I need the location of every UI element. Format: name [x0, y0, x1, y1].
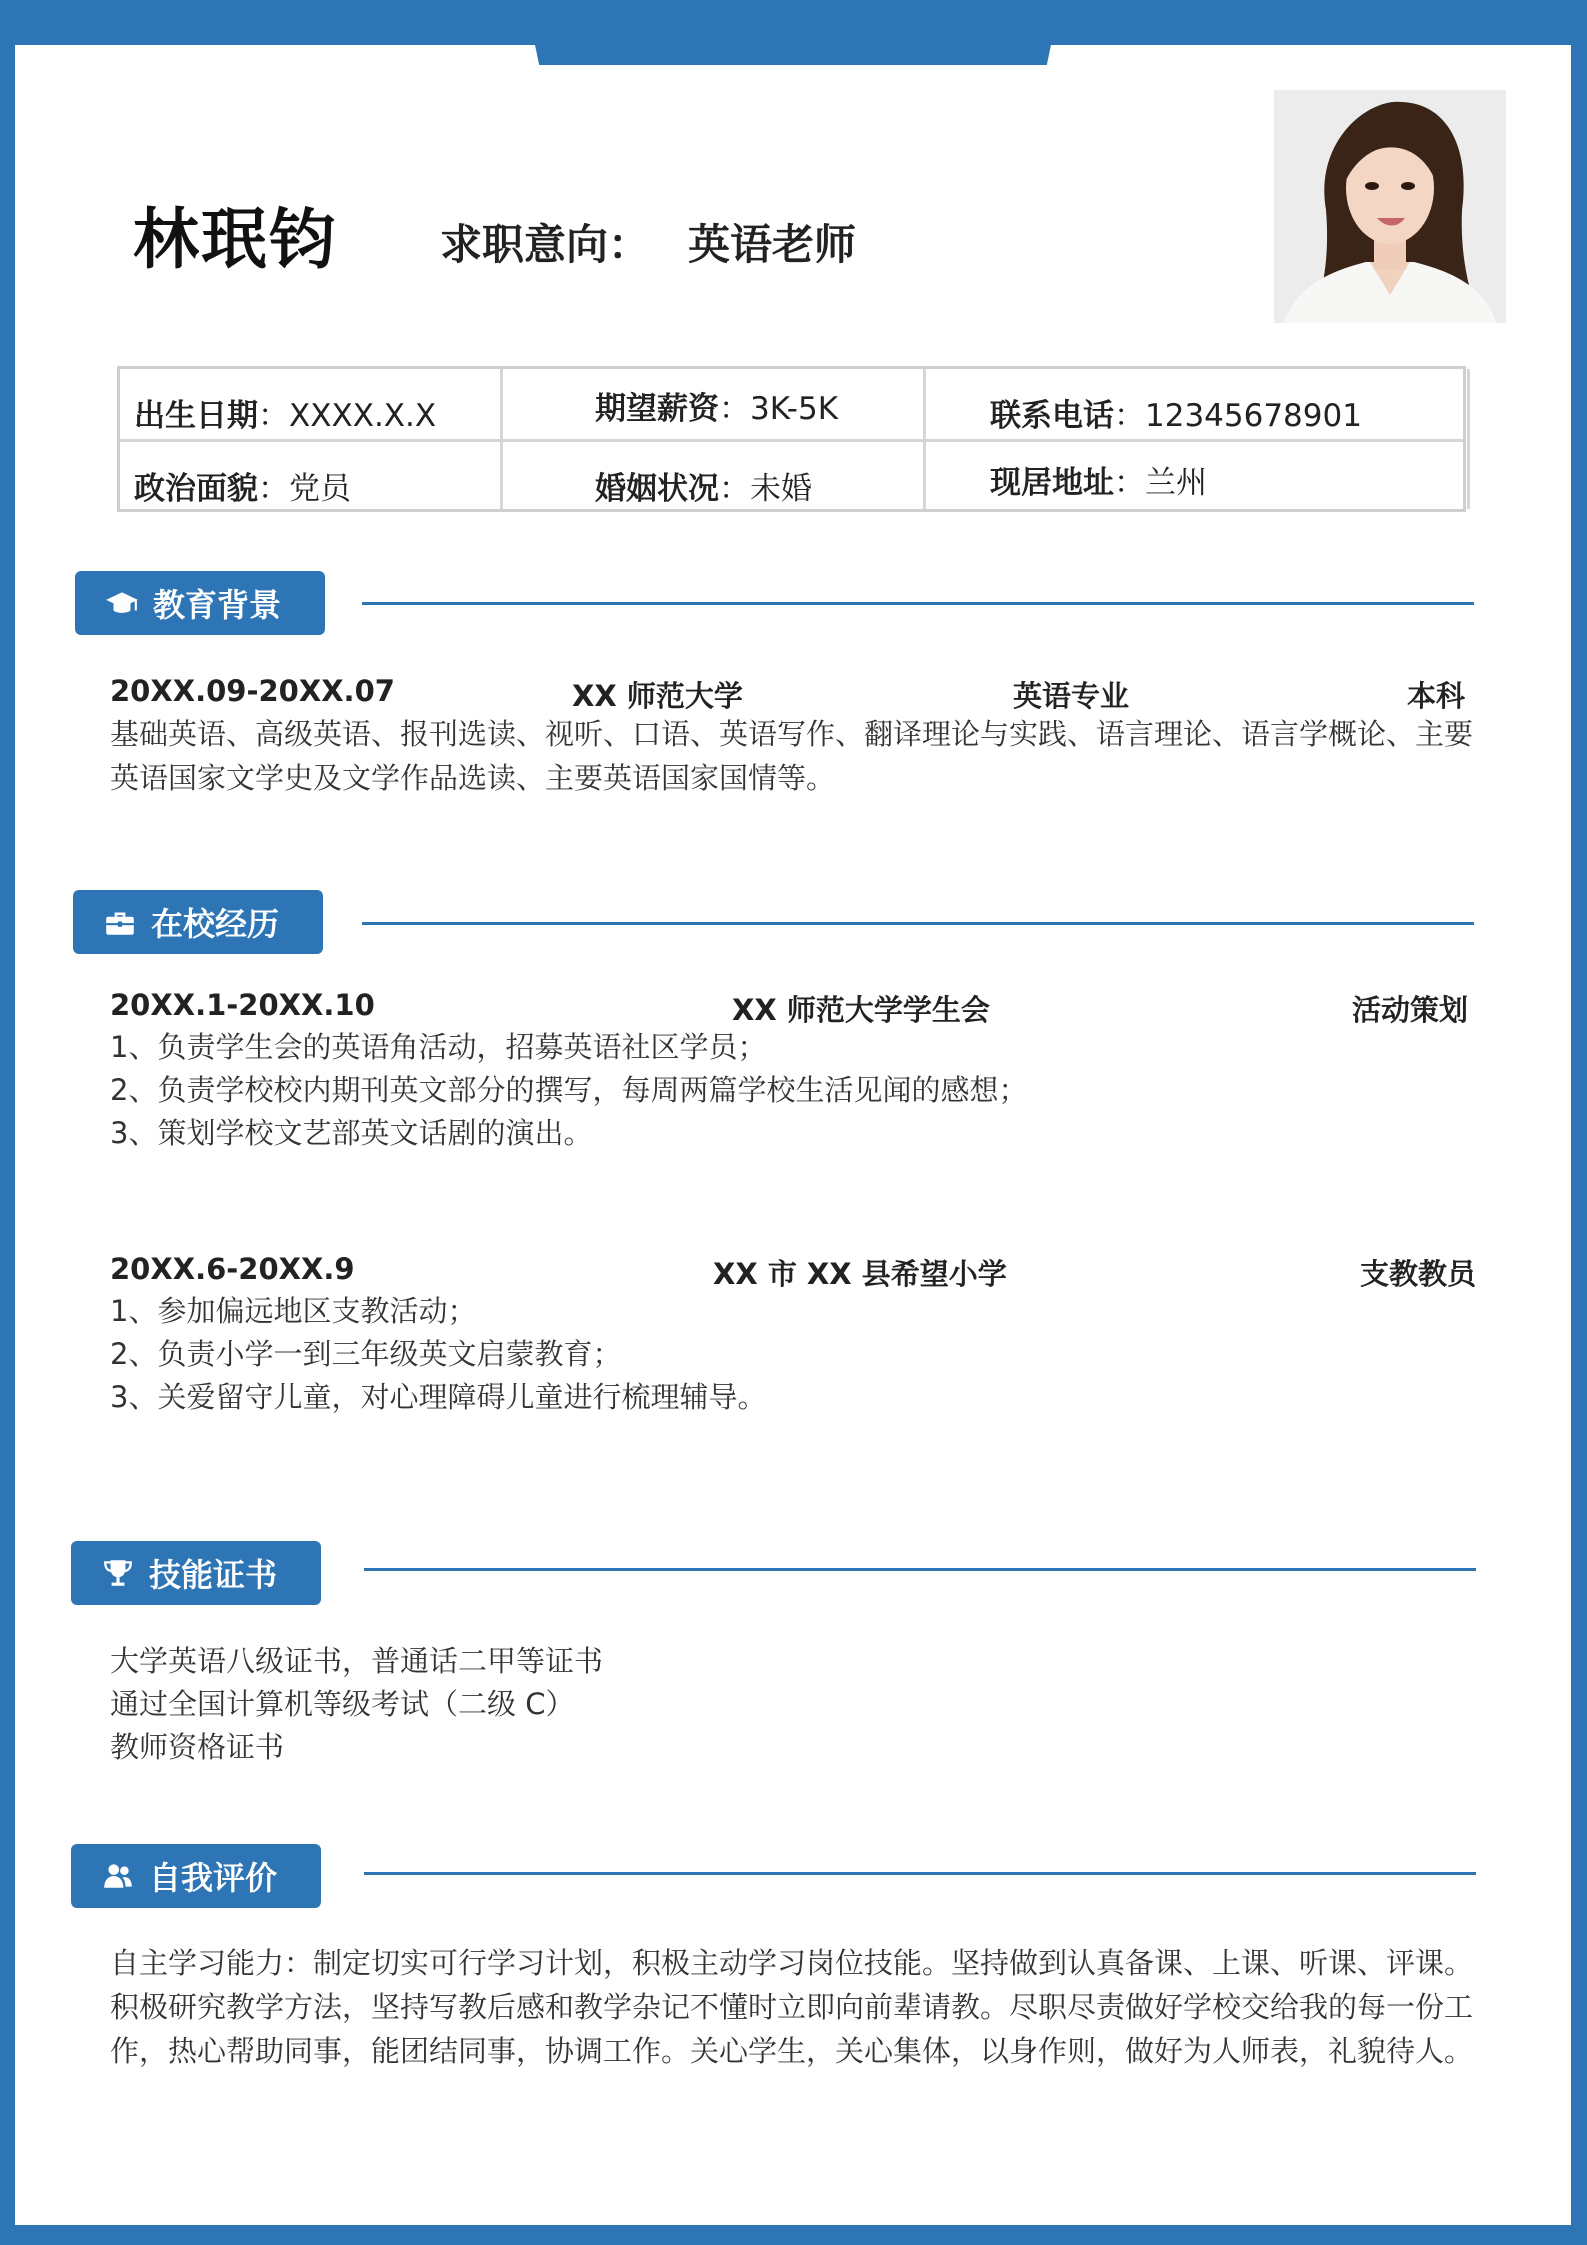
section-skills-title: 技能证书: [149, 1556, 278, 1594]
education-courses: 基础英语、高级英语、报刊选读、视听、口语、英语写作、翻译理论与实践、语言理论、语言学概论、主要英语国家文学史及文学作品选读、主要英语国家国情等。: [110, 717, 1474, 795]
section-skills-header: [71, 1541, 321, 1605]
info-salary-value: ：3K-5K: [719, 391, 839, 427]
experience-line: 3、策划学校文艺部英文话剧的演出。: [110, 1116, 593, 1150]
experience-line: 1、参加偏远地区支教活动；: [110, 1294, 477, 1328]
education-major: 英语专业: [1013, 679, 1130, 713]
portrait-illustration: [1274, 90, 1506, 323]
skill-line: 教师资格证书: [110, 1730, 285, 1764]
experience-line: 3、关爱留守儿童，对心理障碍儿童进行梳理辅导。: [110, 1380, 767, 1414]
graduation-cap-icon: [105, 586, 139, 620]
info-phone: [990, 390, 1362, 435]
experience-org: XX 师范大学学生会: [732, 993, 990, 1027]
table-row-divider: [120, 439, 1463, 442]
section-self-eval-title: 自我评价: [149, 1859, 278, 1897]
info-address-value: ：兰州: [1114, 465, 1207, 501]
section-self-eval-header: [71, 1844, 321, 1908]
trophy-icon: [101, 1556, 135, 1590]
info-birth: [134, 390, 436, 435]
users-icon: [101, 1859, 135, 1893]
section-education-title: 教育背景: [153, 586, 282, 624]
profile-photo: [1274, 90, 1506, 323]
info-politics: [134, 463, 351, 508]
experience-line: 2、负责小学一到三年级英文启蒙教育；: [110, 1337, 622, 1371]
info-address: [990, 457, 1207, 502]
right-border: [1571, 0, 1587, 2245]
experience-line: 1、负责学生会的英语角活动，招募英语社区学员；: [110, 1030, 767, 1064]
info-birth-label: 出生日期: [134, 398, 258, 434]
section-experience-rule: [362, 922, 1474, 925]
info-address-label: 现居地址: [990, 465, 1114, 501]
info-phone-value: ：12345678901: [1114, 398, 1362, 434]
experience-period: 20XX.1-20XX.10: [110, 988, 375, 1022]
job-intent: [440, 212, 856, 272]
section-education-rule: [362, 602, 1474, 605]
experience-org: XX 市 XX 县希望小学: [713, 1257, 1007, 1291]
job-intent-value: 英语老师: [688, 220, 857, 269]
education-degree: 本科: [1407, 679, 1466, 713]
basic-info-table: [117, 366, 1466, 512]
job-intent-label: 求职意向：: [440, 220, 651, 269]
info-salary: [595, 383, 838, 428]
section-self-eval-rule: [364, 1872, 1476, 1875]
info-marital-label: 婚姻状况: [595, 471, 719, 507]
top-border: [0, 0, 1587, 45]
info-marital: [595, 463, 812, 508]
section-experience-header: [73, 890, 323, 954]
briefcase-icon: [103, 905, 137, 939]
section-experience-title: 在校经历: [151, 905, 280, 943]
info-politics-label: 政治面貌: [134, 471, 258, 507]
table-col-divider: [923, 369, 926, 509]
info-phone-label: 联系电话: [990, 398, 1114, 434]
education-period: 20XX.09-20XX.07: [110, 674, 395, 708]
info-salary-label: 期望薪资: [595, 391, 719, 427]
experience-period: 20XX.6-20XX.9: [110, 1252, 355, 1286]
section-skills-rule: [364, 1568, 1476, 1571]
info-marital-value: ：未婚: [719, 471, 812, 507]
info-politics-value: ：党员: [258, 471, 351, 507]
top-tab-decoration: [534, 40, 1052, 65]
skill-line: 大学英语八级证书，普通话二甲等证书: [110, 1644, 604, 1678]
experience-role: 活动策划: [1352, 993, 1469, 1027]
section-education-header: [75, 571, 325, 635]
bottom-border: [0, 2225, 1587, 2245]
experience-line: 2、负责学校校内期刊英文部分的撰写，每周两篇学校生活见闻的感想；: [110, 1073, 1028, 1107]
education-school: XX 师范大学: [572, 679, 743, 713]
skill-line: 通过全国计算机等级考试（二级 C）: [110, 1687, 575, 1721]
left-border: [0, 0, 15, 2245]
experience-role: 支教教员: [1360, 1257, 1477, 1291]
table-col-divider: [1467, 369, 1470, 509]
candidate-name: 林珉钧: [133, 201, 337, 278]
info-birth-value: ：XXXX.X.X: [258, 398, 437, 434]
table-col-divider: [500, 369, 503, 509]
self-eval-text: 自主学习能力：制定切实可行学习计划，积极主动学习岗位技能。坚持做到认真备课、上课、听课、评课。积极研究教学方法，坚持写教后感和教学杂记不懂时立即向前辈请教。尽职尽责做好学校交给我的每一份工作，热心帮助同事，能团结同事，协调工作。关心学生，关心集体，以身作则，做好为人师表，礼貌待人。: [110, 1946, 1474, 2068]
